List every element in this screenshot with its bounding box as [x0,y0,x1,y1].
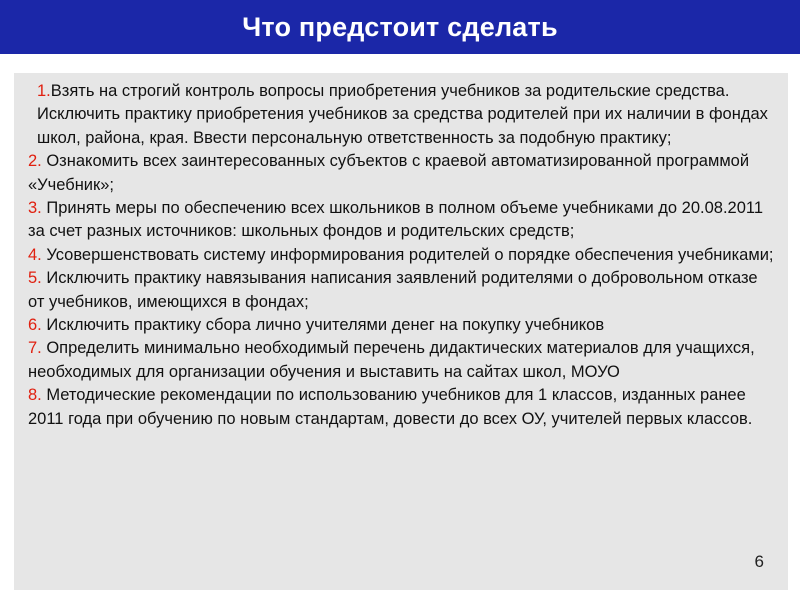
item-text: Принять меры по обеспечению всех школьников в полном объеме учебниками до 20.08.2011 за счет разных источников: школьных фондов и родительских средств; [28,199,764,241]
item-number: 8. [28,386,42,405]
slide-title: Что предстоит сделать [242,11,558,42]
item-number: 6. [28,316,42,335]
list-item [28,150,776,197]
item-number: 5. [28,269,42,288]
list-item [28,80,776,150]
list-item [28,384,776,431]
item-text: Исключить практику сбора лично учителями денег на покупку учебников [41,316,605,335]
item-number: 1. [37,82,51,100]
item-text: Усовершенствовать систему информирования родителей о порядке обеспечения учебниками; [41,245,774,264]
list-item [28,314,776,337]
item-number: 3. [28,199,42,218]
page-number: 6 [754,552,764,571]
item-text: Ознакомить всех заинтересованных субъектов с краевой автоматизированной программой «Учебник»; [28,152,750,194]
task-list [28,80,776,431]
list-item [28,244,776,267]
item-text: Методические рекомендации по использованию учебников для 1 классов, изданных ранее 2011 года при обучению по новым стандартам, довести до всех ОУ, учителей первых классов. [28,386,753,428]
item-number: 4. [28,245,42,264]
item-text: Исключить практику навязывания написания заявлений родителями о добровольном отказе от учебников, имеющихся в фондах; [28,269,758,311]
item-number: 2. [28,152,42,171]
list-item [28,267,776,314]
list-item [28,337,776,384]
list-item [28,197,776,244]
item-text: Определить минимально необходимый перечень дидактических материалов для учащихся, необходимых для организации обучения и выставить на сайтах школ, МОУО [28,339,755,381]
item-text: Взять на строгий контроль вопросы приобретения учебников за родительские средства. Исключить практику приобретения учебников за средства родителей при их наличии в фондах школ, района, края. Ввести персональную ответственность за подобную практику; [37,82,768,147]
title-bar [0,0,800,54]
item-number: 7. [28,339,42,358]
